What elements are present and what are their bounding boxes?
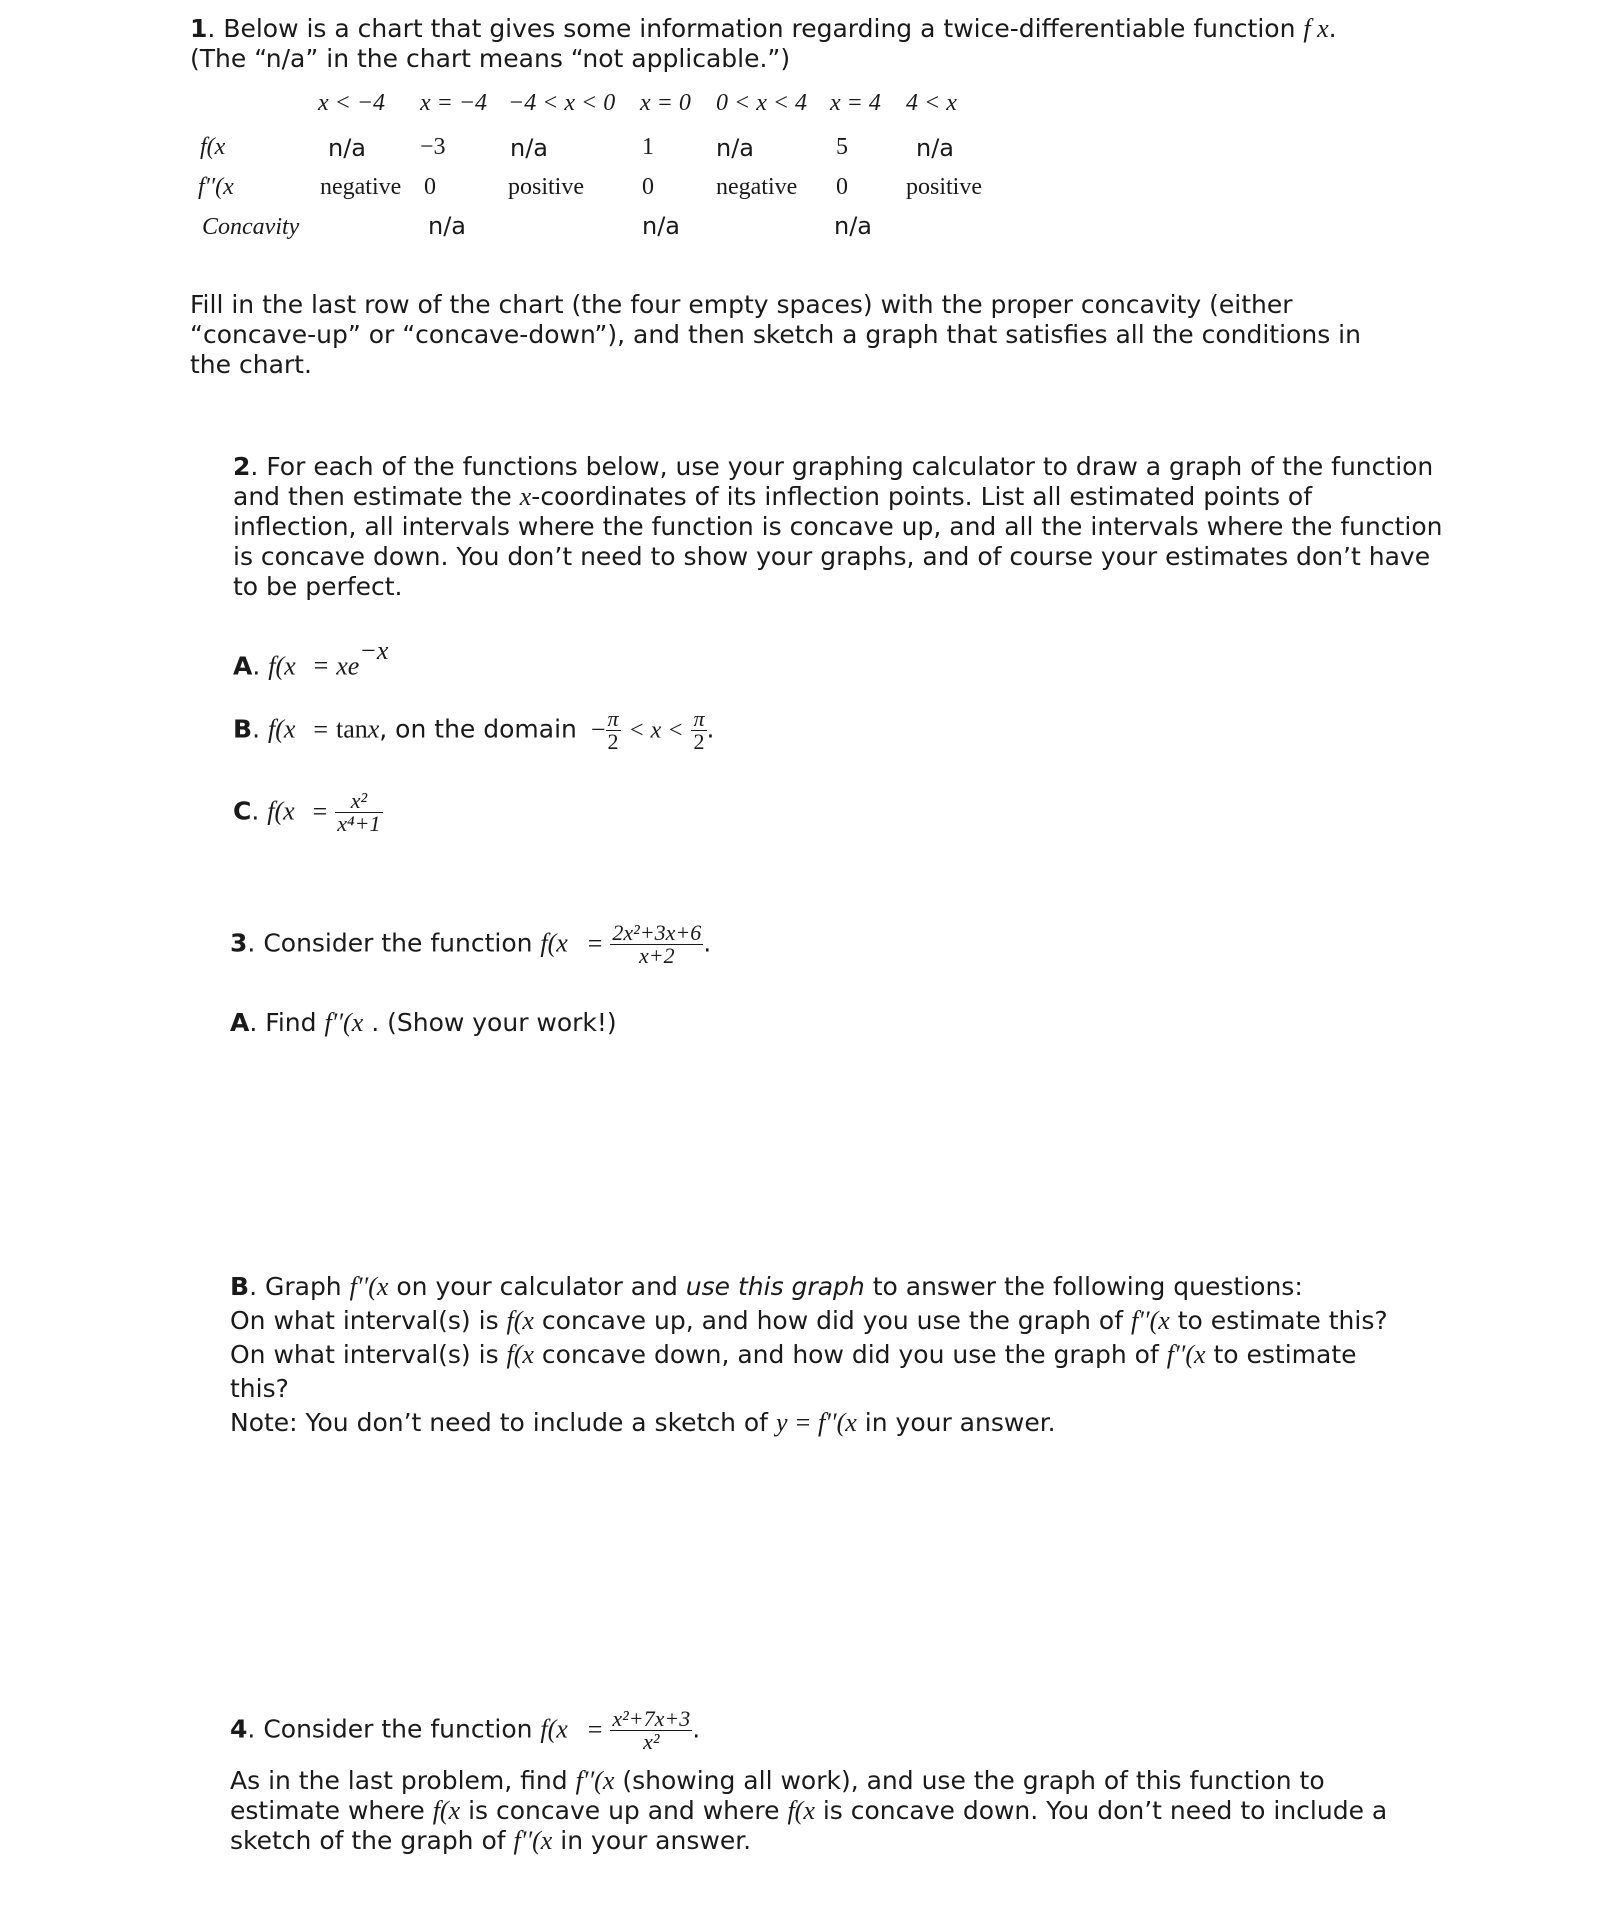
q2-part-c: C. f(x = $\frac{\text{x²}}{\text{x⁴+1}}$ (233, 788, 381, 836)
q2-line: For each of the functions below, use your graphing calculator to draw a graph of the function (266, 452, 1434, 481)
table-cell: n/a (916, 134, 955, 162)
table-cell: n/a (428, 212, 467, 240)
frac-num: 2x²+3x+6 (612, 920, 702, 945)
table-cell: 0 (642, 174, 654, 200)
q2-intro: 2. For each of the functions below, use your graphing calculator to draw a graph of the function and then estimate the x-coordinates of its inflection points. List all estimated points of inflection, all intervals where the function is concave up, and all the intervals where the function is concave down. You don’t need to show your graphs, and of course your estimates don’t have to be perfect. (233, 452, 1443, 601)
q2-line: to be perfect. (233, 572, 403, 601)
q4-number: 4 (230, 1714, 248, 1744)
q2-line: -coordinates of its inflection points. List all estimated points of (531, 482, 1313, 511)
part-text: Graph (264, 1272, 342, 1301)
q2-part-a: A. $f(x = xe^{-x}$ (233, 636, 389, 681)
part-text: On what interval(s) is (230, 1306, 499, 1335)
function-fraction (610, 1708, 692, 1753)
period: . (703, 928, 712, 958)
table-cell: n/a (834, 212, 873, 240)
q4-text: is concave down. You don’t need to include a (822, 1796, 1388, 1825)
q4-text: is concave up and where (468, 1796, 780, 1825)
row-label-fpp: f′′(x (198, 174, 234, 200)
q2-part-b: B. f(x = tanx, on the domain − $\frac{\pi}{2}$ < x < $\frac{\pi}{2}$ . (233, 706, 715, 754)
second-derivative: f′′(x (349, 1272, 389, 1301)
part-text: . (Show your work!) (371, 1008, 617, 1037)
q4-text: estimate where (230, 1796, 425, 1825)
second-derivative: f′′(x (324, 1008, 364, 1037)
chart-header: −4 < x < 0 (508, 90, 616, 116)
row-label-fx: f(x (200, 134, 226, 160)
table-cell: 1 (642, 134, 654, 160)
second-derivative: f′′(x (1166, 1340, 1206, 1369)
q1-intro: 1. Below is a chart that gives some information regarding a twice-differentiable function f x. (The “n/a” in the chart means “not applicable.”) (190, 14, 1337, 73)
table-cell: 0 (836, 174, 848, 200)
part-text: Note: You don’t need to include a sketch of (230, 1408, 768, 1437)
minus-sign: − (590, 714, 606, 744)
function-name: f(x (267, 714, 296, 744)
q4-text: As in the last problem, find (230, 1766, 568, 1795)
q4-text: (showing all work), and use the graph of this function to (622, 1766, 1325, 1795)
row-label-concavity: Concavity (202, 214, 300, 240)
period: . (692, 1714, 701, 1744)
q4-text: sketch of the graph of (230, 1826, 506, 1855)
chart-header: x = 4 (830, 90, 881, 116)
table-cell: n/a (716, 134, 755, 162)
chart-header: x < −4 (318, 90, 386, 116)
chart-header: x = 0 (640, 90, 691, 116)
frac-num: x²+7x+3 (612, 1706, 691, 1731)
y-equals-fpp: y = f′′(x (775, 1408, 857, 1437)
equals-sign: = (587, 928, 603, 958)
part-text: concave down, and how did you use the graph of (541, 1340, 1159, 1369)
q1-instructions-line: the chart. (190, 350, 312, 379)
equals-sign: = (587, 1714, 603, 1744)
q4-intro: 4. Consider the function f(x = $\frac{\text{x²+7x+3}}{\text{x²}}$ . (230, 1706, 701, 1754)
second-derivative: f′′(x (513, 1826, 553, 1855)
q4-text: in your answer. (560, 1826, 752, 1855)
part-text: on your calculator and (396, 1272, 678, 1301)
exponent: −x (359, 636, 389, 665)
q1-fx: f x (1303, 14, 1329, 43)
q2-x: x (519, 482, 532, 511)
part-text: this? (230, 1374, 289, 1403)
frac-num: π (607, 706, 619, 731)
function-name: f(x (268, 651, 296, 681)
inequality: < x < (628, 717, 684, 744)
q1-line2: (The “n/a” in the chart means “not applicable.”) (190, 44, 791, 73)
table-cell: n/a (328, 134, 367, 162)
q3-part-b: B. Graph f′′(x on your calculator and use this graph to answer the following questions: On what interval(s) is f(x concave up, and how did you use the graph of f′′(x to estimate this? On what interval(s) is f(x concave down, and how did you use the graph of f′′(x to estimate this? Note: You don’t need to include a sketch of y = f′′(x in your answer. (230, 1272, 1388, 1437)
part-text: concave up, and how did you use the graph of (541, 1306, 1124, 1335)
q4-body (230, 1766, 1600, 1856)
domain-text: , on the domain (379, 714, 577, 744)
part-label: B (233, 714, 253, 744)
q4-intro-text: Consider the function (263, 1714, 533, 1744)
frac-den: 2 (693, 729, 705, 754)
frac-den: 2 (607, 729, 619, 754)
part-text: Find (265, 1008, 317, 1037)
table-cell: 5 (836, 134, 848, 160)
q1-instructions-line: “concave-up” or “concave-down”), and then sketch a graph that satisfies all the conditions in (190, 320, 1361, 349)
function-name: f(x (540, 928, 568, 958)
table-cell: −3 (420, 134, 446, 160)
table-cell: positive (508, 174, 584, 200)
q3-intro: 3. Consider the function f(x = $\frac{\text{2x²+3x+6}}{x+2}$ . (230, 920, 712, 968)
q3-number: 3 (230, 928, 248, 958)
equals-sign: = (313, 714, 329, 744)
emphasis-text: use this graph (685, 1272, 865, 1301)
part-label: B (230, 1272, 250, 1301)
q2-number: 2 (233, 452, 251, 481)
frac-den: x⁴+1 (337, 811, 381, 836)
part-label: A (233, 651, 253, 681)
function-fraction (335, 790, 382, 835)
chart-header: x = −4 (420, 90, 488, 116)
frac-num: π (693, 706, 705, 731)
table-cell: negative (320, 174, 402, 200)
q1-line1: Below is a chart that gives some information regarding a twice-differentiable function (223, 14, 1296, 43)
q1-period: . (1328, 14, 1337, 43)
q2-line: inflection, all intervals where the function is concave up, and all the intervals where the function (233, 512, 1443, 541)
q3-intro-text: Consider the function (263, 928, 533, 958)
q1-instructions-line: Fill in the last row of the chart (the four empty spaces) with the proper concavity (either (190, 290, 1293, 319)
part-text: On what interval(s) is (230, 1340, 499, 1369)
equals-sign: = (313, 651, 329, 681)
part-text: to estimate (1213, 1340, 1357, 1369)
function-name: f(x (787, 1796, 815, 1825)
table-cell: positive (906, 174, 982, 200)
part-text: to estimate this? (1177, 1306, 1388, 1335)
function-name: f(x (267, 796, 295, 826)
function-expr: xe (336, 651, 360, 681)
second-derivative: f′′(x (575, 1766, 615, 1795)
second-derivative: f′′(x (1130, 1306, 1170, 1335)
chart-header: 0 < x < 4 (716, 90, 808, 116)
chart-header: 4 < x (906, 90, 957, 116)
q3-part-a: A. Find f′′(x . (Show your work!) (230, 1008, 617, 1037)
variable: x (367, 714, 380, 744)
period: . (706, 714, 715, 744)
frac-den: x+2 (639, 943, 675, 968)
part-text: to answer the following questions: (872, 1272, 1303, 1301)
table-cell: n/a (642, 212, 681, 240)
function-name: f(x (432, 1796, 461, 1825)
function-expr: tan (335, 714, 368, 744)
frac-num: x² (335, 790, 382, 813)
q2-line: is concave down. You don’t need to show your graphs, and of course your estimates don’t have (233, 542, 1431, 571)
function-name: f(x (540, 1714, 568, 1744)
q2-line: and then estimate the (233, 482, 512, 511)
q1-instructions (190, 290, 1570, 380)
function-fraction (610, 922, 703, 967)
table-cell: n/a (510, 134, 549, 162)
q1-number: 1 (190, 14, 208, 43)
part-text: in your answer. (864, 1408, 1056, 1437)
function-name: f(x (506, 1340, 534, 1369)
pi-over-2 (691, 708, 706, 753)
table-cell: negative (716, 174, 798, 200)
table-cell: 0 (424, 174, 436, 200)
part-label: A (230, 1008, 250, 1037)
equals-sign: = (312, 796, 328, 826)
frac-den: x² (643, 1729, 660, 1754)
pi-over-2 (606, 708, 621, 753)
function-name: f(x (506, 1306, 534, 1335)
part-label: C (233, 796, 252, 826)
